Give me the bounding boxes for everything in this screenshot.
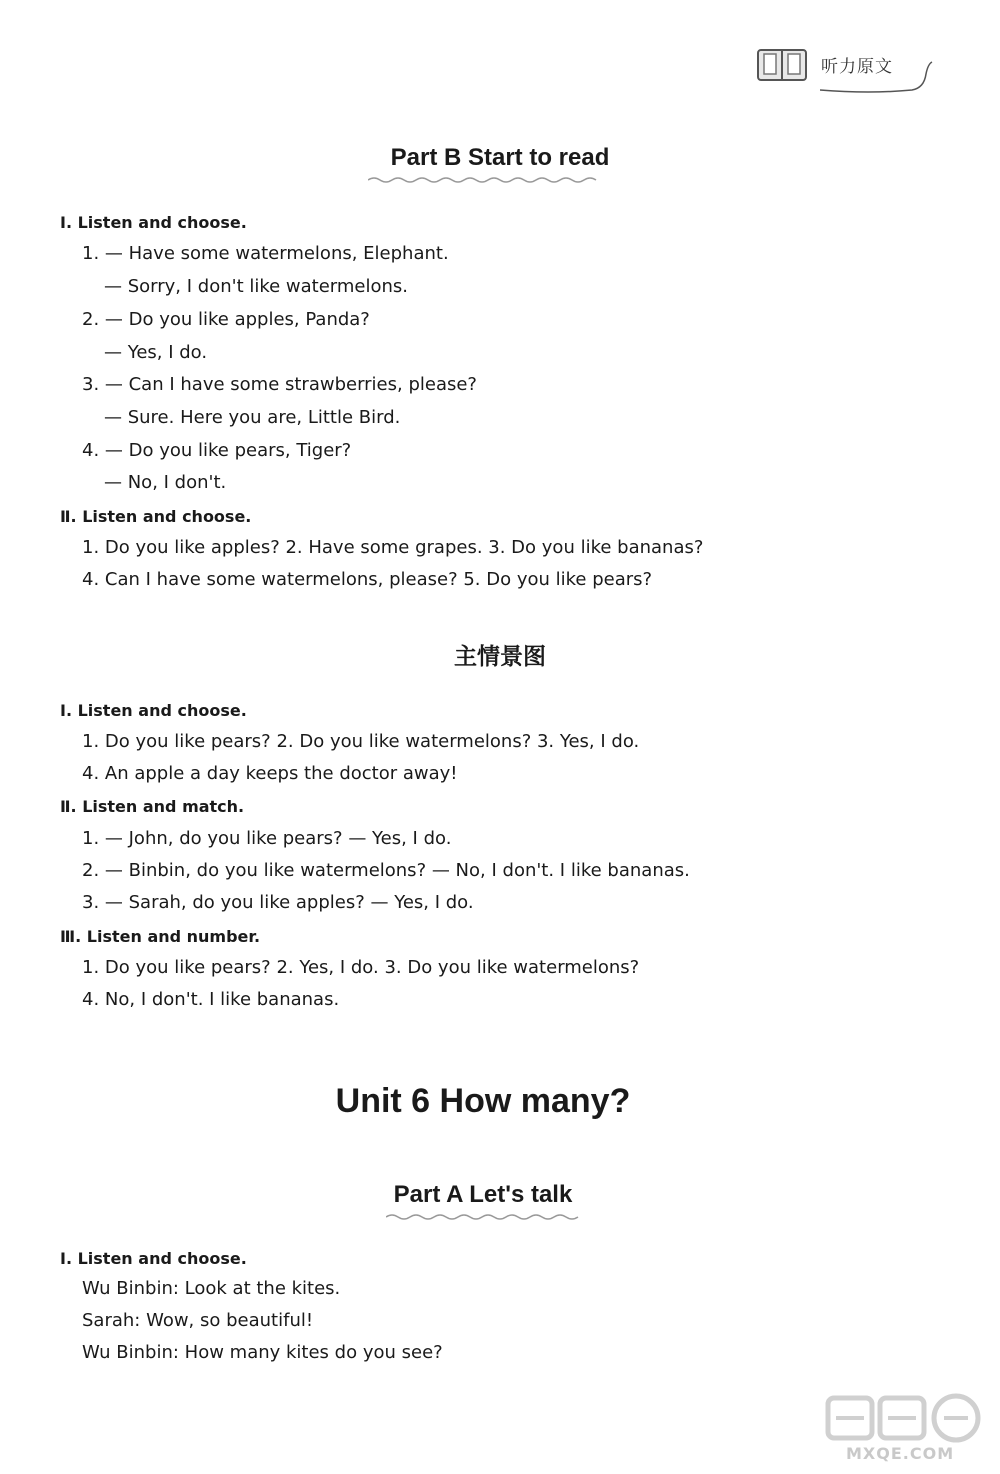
header-label: 听力原文 [821,56,893,77]
part-b-task-1-line: 2. — Do you like apples, Panda? [82,309,370,330]
part-b-task-1-line: 3. — Can I have some strawberries, please? [82,374,477,395]
part-b-task-2-heading: Ⅱ. Listen and choose. [60,507,252,526]
part-a-task-1-line: Sarah: Wow, so beautiful! [82,1310,314,1331]
scene-task-1-line: 4. An apple a day keeps the doctor away! [82,763,458,784]
part-a-title: Part A Let's talk [393,1181,573,1208]
scene-task-2-line: 1. — John, do you like pears? — Yes, I do. [82,828,452,849]
watermark-text: MXQE.COM [846,1444,955,1463]
part-a-task-1-line: Wu Binbin: How many kites do you see? [82,1342,443,1363]
scene-task-2-line: 2. — Binbin, do you like watermelons? — No, I don't. I like bananas. [82,860,690,881]
part-a-underline [386,1213,580,1221]
part-b-underline [368,176,604,184]
part-b-task-1-line: — Sorry, I don't like watermelons. [104,276,409,297]
scene-task-3-line: 1. Do you like pears? 2. Yes, I do. 3. Do you like watermelons? [82,957,640,978]
scene-task-1-line: 1. Do you like pears? 2. Do you like watermelons? 3. Yes, I do. [82,731,640,752]
part-b-task-1-line: — Yes, I do. [104,342,208,363]
scene-title: 主情景图 [454,644,546,670]
scene-task-2-heading: Ⅱ. Listen and match. [60,797,245,816]
part-b-task-1-heading: Ⅰ. Listen and choose. [60,213,247,232]
scene-task-2-line: 3. — Sarah, do you like apples? — Yes, I do. [82,892,474,913]
part-b-title: Part B Start to read [390,144,610,171]
part-b-task-1-line: 1. — Have some watermelons, Elephant. [82,243,449,264]
part-b-task-1-line: — Sure. Here you are, Little Bird. [104,407,401,428]
part-b-task-1-line: — No, I don't. [104,472,227,493]
book-icon [755,44,809,84]
scene-task-3-heading: Ⅲ. Listen and number. [60,927,261,946]
part-a-task-1-line: Wu Binbin: Look at the kites. [82,1278,341,1299]
scene-task-1-heading: Ⅰ. Listen and choose. [60,701,247,720]
part-a-task-1-heading: Ⅰ. Listen and choose. [60,1249,247,1268]
part-b-task-1-line: 4. — Do you like pears, Tiger? [82,440,352,461]
unit-title: Unit 6 How many? [335,1082,631,1120]
part-b-task-2-line: 4. Can I have some watermelons, please? 5. Do you like pears? [82,569,653,590]
part-b-task-2-line: 1. Do you like apples? 2. Have some grapes. 3. Do you like bananas? [82,537,704,558]
scene-task-3-line: 4. No, I don't. I like bananas. [82,989,340,1010]
header-swoosh [820,60,940,104]
